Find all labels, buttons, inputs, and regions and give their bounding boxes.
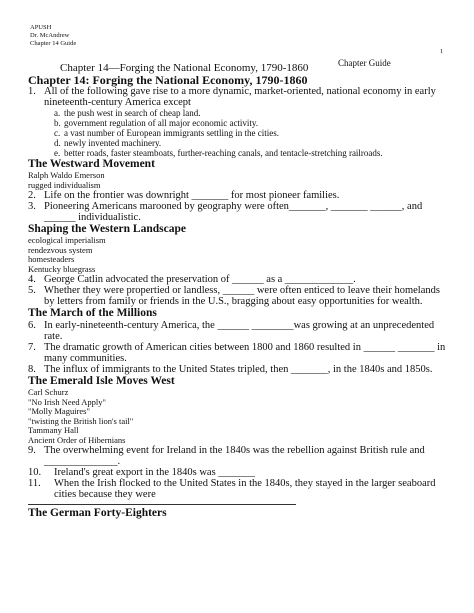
option-letter: e. — [54, 148, 61, 158]
option-c — [42, 128, 448, 138]
term: "Molly Maguires" — [28, 406, 90, 416]
term: "No Irish Need Apply" — [28, 396, 106, 407]
term: rendezvous system — [28, 244, 93, 255]
question-1-options — [42, 108, 448, 158]
question-text: All of the following gave rise to a more dynamic, market-oriented, national economy in early nineteenth-century America except — [44, 86, 436, 108]
question-7 — [28, 342, 448, 364]
question-text: The influx of immigrants to the United States tripled, then _______, in the 1840s and 1850s. — [44, 364, 433, 375]
question-text: The dramatic growth of American cities between 1800 and 1860 resulted in ______ _______ in many communities. — [44, 342, 446, 364]
option-text: government regulation of all major economic activity. — [64, 118, 259, 128]
question-6 — [28, 320, 448, 342]
term: Ralph Waldo Emerson — [28, 170, 105, 180]
header-guide: Chapter 14 Guide — [30, 40, 77, 47]
question-number: 6. — [28, 320, 36, 331]
chapter-title-line1: Chapter 14—Forging the National Economy, 1790-1860 — [60, 62, 309, 74]
question-10 — [28, 467, 448, 478]
question-number: 4. — [28, 274, 36, 285]
question-number: 8. — [28, 364, 36, 375]
question-text: Whether they were propertied or landless, ______ were often enticed to leave their homelands by letters from family or friends in the U.S., bragging about easy opportunities for wealth. — [44, 285, 440, 307]
question-1 — [28, 86, 448, 108]
question-2 — [28, 190, 448, 201]
question-text: In early-nineteenth-century America, the ______ ________was growing at an unprecedented rate. — [44, 320, 435, 342]
term: "twisting the British lion's tail" — [28, 415, 134, 426]
header-teacher: Dr. McAndrew — [30, 32, 70, 39]
option-text: better roads, faster steamboats, further-reaching canals, and tentacle-stretching railroads. — [64, 148, 383, 158]
question-8 — [28, 364, 448, 375]
section-heading-emerald-isle: The Emerald Isle Moves West — [28, 375, 175, 387]
question-number: 9. — [28, 445, 36, 456]
question-3 — [28, 201, 448, 223]
question-text: The overwhelming event for Ireland in the 1840s was the rebellion against British rule and ______________. — [44, 445, 425, 467]
section-heading-march-of-millions: The March of the Millions — [28, 307, 157, 319]
guide-content — [28, 86, 448, 520]
term: ecological imperialism — [28, 235, 106, 245]
option-letter: a. — [54, 108, 61, 118]
page-header — [30, 24, 76, 48]
option-d — [42, 138, 448, 148]
option-e — [42, 148, 448, 158]
question-number: 3. — [28, 201, 36, 212]
section-heading-western-landscape: Shaping the Western Landscape — [28, 223, 186, 235]
question-text: Life on the frontier was downright _______ for most pioneer families. — [44, 190, 340, 201]
option-letter: c. — [54, 128, 61, 138]
term: rugged individualism — [28, 179, 101, 190]
chapter-title-line2: Chapter 14: Forging the National Economy, 1790-1860 — [28, 73, 308, 87]
term: Kentucky bluegrass — [28, 263, 96, 274]
term: Ancient Order of Hibernians — [28, 434, 126, 445]
answer-blank-line — [28, 500, 296, 505]
question-5 — [28, 285, 448, 307]
option-letter: b. — [54, 118, 61, 128]
header-course: APUSH — [30, 24, 52, 31]
question-number: 5. — [28, 285, 36, 296]
question-4 — [28, 274, 448, 285]
section-heading-german-forty-eighters: The German Forty-Eighters — [28, 507, 167, 519]
section-heading-westward-movement: The Westward Movement — [28, 158, 155, 170]
question-11 — [28, 478, 448, 500]
option-letter: d. — [54, 138, 61, 148]
question-number: 7. — [28, 342, 36, 353]
chapter-guide-label: Chapter Guide — [338, 58, 391, 68]
term: Carl Schurz — [28, 387, 69, 397]
question-text: Pioneering Americans marooned by geography were often_______, _______ ______, and ______ individualistic. — [44, 201, 423, 223]
term: Tammany Hall — [28, 425, 79, 435]
option-text: the push west in search of cheap land. — [64, 108, 201, 118]
option-a — [42, 108, 448, 118]
question-text: Ireland's great export in the 1840s was _______ — [54, 467, 256, 478]
question-number: 11. — [28, 478, 41, 489]
term: homesteaders — [28, 254, 75, 264]
question-number: 2. — [28, 190, 36, 201]
question-text: When the Irish flocked to the United States in the 1840s, they stayed in the larger seaboard cities because they were — [54, 478, 436, 500]
question-text: George Catlin advocated the preservation of ______ as a _____________. — [44, 274, 356, 285]
option-b — [42, 118, 448, 128]
question-9 — [28, 445, 448, 467]
option-text: a vast number of European immigrants settling in the cities. — [64, 128, 279, 138]
question-number: 1. — [28, 86, 36, 97]
question-number: 10. — [28, 467, 42, 478]
option-text: newly invented machinery. — [64, 138, 162, 148]
page-number: 1 — [440, 48, 444, 55]
